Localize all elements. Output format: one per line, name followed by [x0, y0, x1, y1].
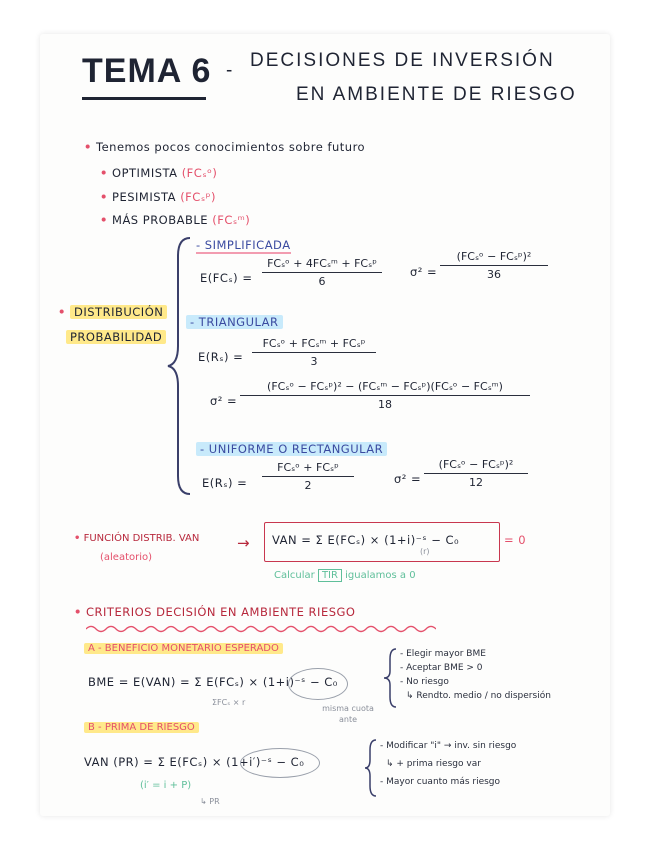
simplificada-s-fraction	[440, 250, 548, 281]
triangular-title: - TRIANGULAR	[186, 315, 283, 329]
simplificada-s-lhs: σ² =	[410, 265, 438, 279]
uniforme-s-den: 12	[469, 476, 483, 489]
title-dash: -	[226, 60, 235, 81]
title-line1: DECISIONES DE INVERSIÓN	[250, 50, 555, 71]
simplificada-e-fraction	[262, 257, 382, 288]
simplificada-s-den: 36	[487, 268, 501, 281]
criterio-a-formula: BME = E(VAN) = Σ E(FCₛ) × (1+i)⁻ˢ − C₀	[88, 675, 338, 689]
triangular-e-fraction	[252, 337, 376, 368]
criterio-b-ip: (i′ = i + P)	[140, 780, 192, 791]
title-underline	[82, 97, 206, 100]
intro-heading: • Tenemos pocos conocimientos sobre futuro	[84, 140, 366, 154]
criterio-a-note-2: - Aceptar BME > 0	[400, 663, 483, 673]
triangular-e-lhs: E(Rₛ) =	[198, 350, 244, 364]
criterio-a-note-4: ↳ Rendto. medio / no dispersión	[406, 691, 551, 701]
intro-item-pesimista: • PESIMISTA (FCₛᵖ)	[100, 190, 217, 204]
criterio-a-title: A - BENEFICIO MONETARIO ESPERADO	[84, 643, 283, 654]
simplificada-e-num: FCₛᵒ + 4FCₛᵐ + FCₛᵖ	[267, 257, 377, 270]
funcion-van-sub: (aleatorio)	[100, 552, 153, 563]
distribucion-brace	[166, 236, 196, 498]
criterio-a-brace	[382, 647, 400, 709]
fraction-bar	[262, 272, 382, 273]
circle-highlight	[288, 668, 348, 700]
triangular-e-den: 3	[310, 355, 318, 368]
fraction-bar	[252, 352, 376, 353]
uniforme-e-num: FCₛᵒ + FCₛᵖ	[277, 461, 339, 474]
van-eq-zero: = 0	[504, 533, 527, 547]
criterio-b-formula: VAN (PR) = Σ E(FCₛ) × (1+i′)⁻ˢ − C₀	[84, 755, 305, 769]
uniforme-e-fraction	[262, 461, 354, 492]
van-formula: VAN = Σ E(FCₛ) × (1+i)⁻ˢ − C₀	[272, 533, 460, 547]
criterio-a-under: ΣFCₛ × r	[212, 698, 246, 707]
title-line2: EN AMBIENTE DE RIESGO	[296, 84, 577, 105]
title-main: TEMA 6	[82, 52, 212, 90]
distribucion-label-1: • DISTRIBUCIÓN	[58, 305, 167, 319]
simplificada-e-lhs: E(FCₛ) =	[200, 271, 253, 285]
intro-item-mas-probable: • MÁS PROBABLE (FCₛᵐ)	[100, 213, 251, 227]
funcion-van-label: • FUNCIÓN DISTRIB. VAN	[74, 533, 200, 544]
fraction-bar	[262, 476, 354, 477]
criterio-b-brace	[364, 738, 380, 798]
fraction-bar	[440, 265, 548, 266]
simplificada-title: - SIMPLIFICADA	[196, 238, 291, 252]
intro-item-optimista: • OPTIMISTA (FCₛᵒ)	[100, 166, 218, 180]
uniforme-title: - UNIFORME O RECTANGULAR	[196, 442, 387, 456]
criterio-b-note-1: - Modificar "i" → inv. sin riesgo	[380, 741, 517, 751]
criterio-b-note-2: ↳ + prima riesgo var	[386, 759, 481, 769]
simplificada-s-num: (FCₛᵒ − FCₛᵖ)²	[456, 250, 532, 263]
uniforme-e-lhs: E(Rₛ) =	[202, 476, 248, 490]
uniforme-e-den: 2	[304, 479, 312, 492]
criterio-a-note: misma cuota ante	[322, 704, 374, 724]
fraction-bar	[424, 473, 528, 474]
wavy-underline	[86, 624, 436, 634]
criterio-a-note-1: - Elegir mayor BME	[400, 649, 486, 659]
uniforme-s-lhs: σ² =	[394, 472, 422, 486]
calc-tir: Calcular TIR igualamos a 0	[274, 570, 416, 581]
triangular-e-num: FCₛᵒ + FCₛᵐ + FCₛᵖ	[262, 337, 366, 350]
triangular-s-lhs: σ² =	[210, 394, 238, 408]
arrow-right-icon: →	[237, 534, 250, 552]
tir-box: TIR	[318, 569, 342, 582]
triangular-s-den: 18	[378, 398, 392, 411]
uniforme-s-fraction	[424, 458, 528, 489]
simplificada-e-den: 6	[318, 275, 326, 288]
triangular-s-fraction	[240, 380, 530, 411]
van-r-mark: (r)	[420, 547, 430, 556]
circle-highlight	[240, 748, 320, 778]
uniforme-s-num: (FCₛᵒ − FCₛᵖ)²	[438, 458, 514, 471]
criterio-b-pr: ↳ PR	[200, 797, 220, 806]
criterio-b-title: B - PRIMA DE RIESGO	[84, 722, 199, 733]
fraction-bar	[240, 395, 530, 396]
criterios-heading: • CRITERIOS DECISIÓN EN AMBIENTE RIESGO	[74, 605, 356, 619]
triangular-s-num: (FCₛᵒ − FCₛᵖ)² − (FCₛᵐ − FCₛᵖ)(FCₛᵒ − FCₛᵐ)	[267, 380, 503, 393]
distribucion-label-2: PROBABILIDAD	[66, 330, 166, 344]
criterio-b-note-3: - Mayor cuanto más riesgo	[380, 777, 501, 787]
criterio-a-note-3: - No riesgo	[400, 677, 449, 687]
